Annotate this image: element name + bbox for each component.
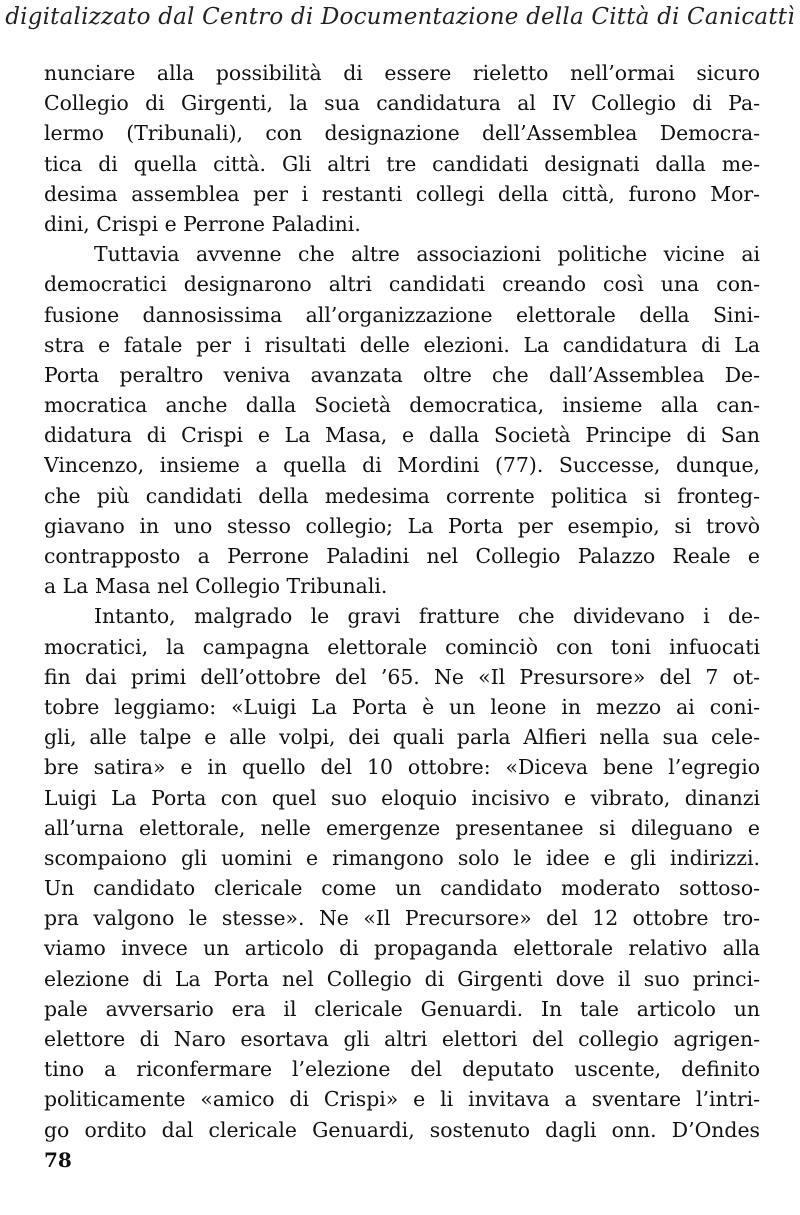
- text-line: didatura di Crispi e La Masa, e dalla Società Principe di San: [44, 423, 760, 448]
- text-line: Porta peraltro veniva avanzata oltre che dall’Assemblea De-: [44, 362, 760, 387]
- text-line: bre satira» e in quello del 10 ottobre: «Diceva bene l’egregio: [44, 755, 760, 780]
- text-line: nunciare alla possibilità di essere rieletto nell’ormai sicuro: [44, 61, 760, 85]
- text-line: democratici designarono altri candidati creando così una con-: [44, 272, 760, 297]
- text-line: desima assemblea per i restanti collegi della città, furono Mor-: [44, 181, 760, 206]
- text-line: contrapposto a Perrone Paladini nel Collegio Palazzo Reale e: [44, 544, 760, 568]
- text-line: lermo (Tribunali), con designazione dell’Assemblea Democra-: [44, 121, 760, 146]
- text-line: tobre leggiamo: «Luigi La Porta è un leone in mezzo ai coni-: [44, 694, 760, 719]
- digitization-watermark: digitalizzato dal Centro di Documentazione della Città di Canicattì: [5, 4, 795, 30]
- text-line: che più candidati della medesima corrente politica si fronteg-: [44, 483, 760, 508]
- text-line: mocratici, la campagna elettorale cominciò con toni infuocati: [44, 634, 760, 659]
- text-line: Luigi La Porta con quel suo eloquio incisivo e vibrato, dinanzi: [44, 785, 760, 810]
- text-line: Vincenzo, insieme a quella di Mordini (77). Successe, dunque,: [44, 453, 760, 478]
- text-line: Collegio di Girgenti, la sua candidatura al IV Collegio di Pa-: [44, 91, 760, 116]
- text-line: go ordito dal clericale Genuardi, sostenuto dagli onn. D’Ondes: [44, 1117, 760, 1142]
- text-line: gli, alle talpe e alle volpi, dei quali parla Alfieri nella sua cele-: [44, 725, 760, 750]
- text-line: tino a riconfermare l’elezione del deputato uscente, definito: [44, 1057, 760, 1082]
- text-line: Un candidato clericale come un candidato moderato sottoso-: [44, 876, 760, 901]
- text-line: fin dai primi dell’ottobre del ’65. Ne «Il Presursore» del 7 ot-: [44, 664, 760, 689]
- body-text: [44, 58, 760, 1145]
- text-line: elezione di La Porta nel Collegio di Girgenti dove il suo princi-: [44, 966, 760, 991]
- text-line: stra e fatale per i risultati delle elezioni. La candidatura di La: [44, 332, 760, 357]
- text-line: dini, Crispi e Perrone Paladini.: [44, 211, 361, 236]
- text-line: pra valgono le stesse». Ne «Il Precursore» del 12 ottobre tro-: [44, 906, 760, 931]
- text-line: elettore di Naro esortava gli altri elettori del collegio agrigen-: [44, 1027, 760, 1051]
- text-line: pale avversario era il clericale Genuardi. In tale articolo un: [44, 996, 760, 1021]
- text-line: Intanto, malgrado le gravi fratture che dividevano i de-: [94, 604, 760, 629]
- page-number: 78: [44, 1148, 72, 1172]
- text-line: fusione dannosissima all’organizzazione elettorale della Sini-: [44, 302, 760, 327]
- text-line: tica di quella città. Gli altri tre candidati designati dalla me-: [44, 151, 760, 176]
- text-line: Tuttavia avvenne che altre associazioni politiche vicine ai: [94, 242, 760, 267]
- text-line: all’urna elettorale, nelle emergenze presentanee si dileguano e: [44, 815, 760, 840]
- text-line: mocratica anche dalla Società democratica, insieme alla can-: [44, 393, 760, 418]
- text-line: giavano in uno stesso collegio; La Porta per esempio, si trovò: [44, 513, 760, 538]
- text-line: viamo invece un articolo di propaganda elettorale relativo alla: [44, 936, 760, 961]
- text-line: politicamente «amico di Crispi» e li invitava a sventare l’intri-: [44, 1087, 760, 1112]
- text-line: scompaiono gli uomini e rimangono solo le idee e gli indirizzi.: [44, 845, 760, 870]
- text-line: a La Masa nel Collegio Tribunali.: [44, 574, 388, 599]
